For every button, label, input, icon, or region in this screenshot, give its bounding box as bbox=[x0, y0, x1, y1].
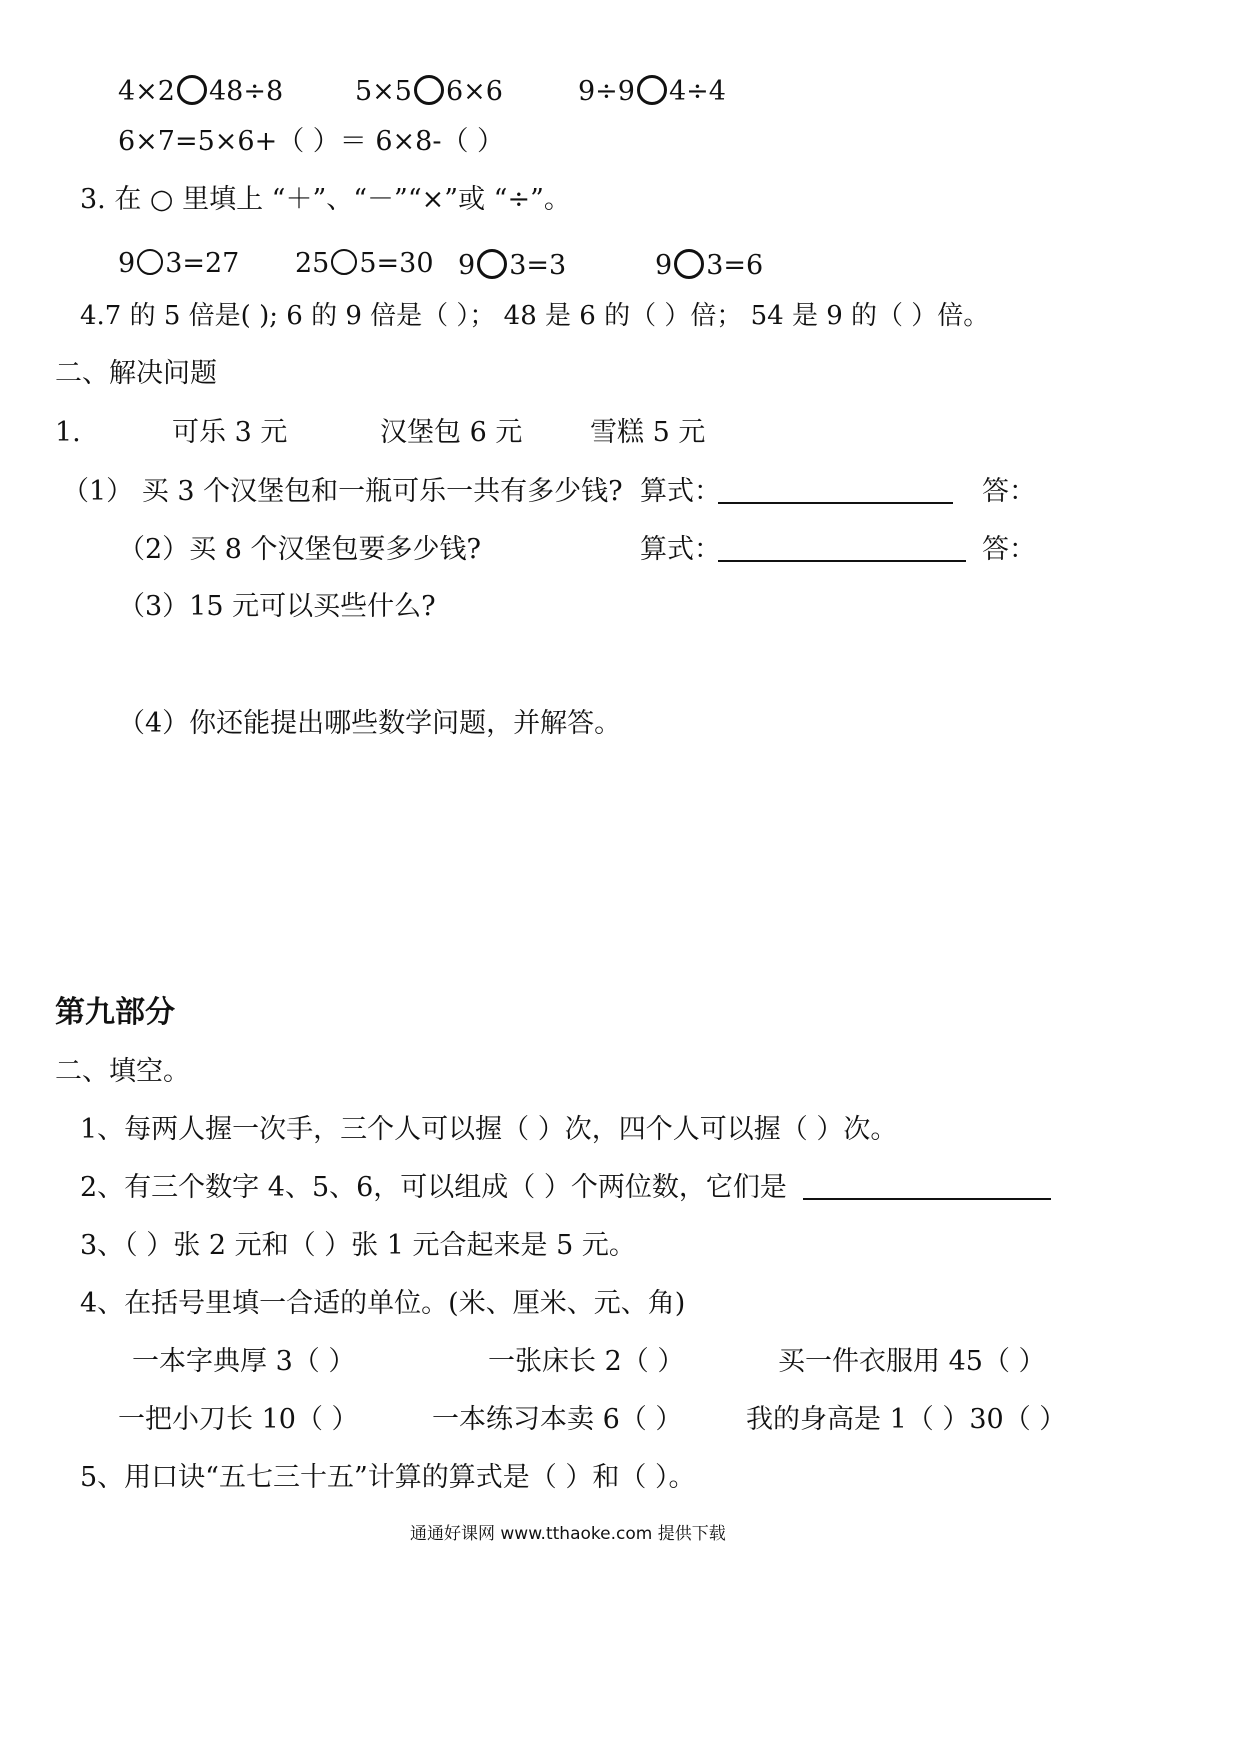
op-circle-b[interactable] bbox=[331, 249, 357, 275]
sub1-formula-label: 算式： bbox=[640, 476, 721, 507]
fill-item-3: 3、（ ）张 2 元和（ ）张 1 元合起来是 5 元。 bbox=[80, 1230, 636, 1261]
op-a-right: 3=27 bbox=[165, 248, 240, 279]
sub2-formula-blank[interactable] bbox=[718, 532, 966, 562]
sub2-question: （2）买 8 个汉堡包要多少钱? bbox=[118, 534, 481, 565]
op-b bbox=[295, 249, 434, 277]
op-circle-a[interactable] bbox=[137, 249, 163, 275]
sub2-formula-label: 算式： bbox=[640, 534, 721, 565]
compare-c-right: 4÷4 bbox=[668, 76, 726, 107]
op-c-left: 9 bbox=[458, 250, 476, 281]
compare-circle-b[interactable] bbox=[414, 75, 444, 105]
op-b-left: 25 bbox=[295, 248, 330, 279]
sub4-question: （4）你还能提出哪些数学问题，并解答。 bbox=[118, 708, 622, 739]
price-cola: 可乐 3 元 bbox=[172, 417, 288, 448]
price-icecream: 雪糕 5 元 bbox=[590, 417, 706, 448]
sub2-answer-label: 答： bbox=[982, 534, 1036, 565]
fill-item-1: 1、每两人握一次手，三个人可以握（ ）次，四个人可以握（ ）次。 bbox=[80, 1114, 898, 1145]
compare-circle-c[interactable] bbox=[637, 75, 667, 105]
op-a bbox=[118, 249, 239, 277]
unit-item-2: 一张床长 2（ ） bbox=[488, 1346, 685, 1377]
part9-title: 第九部分 bbox=[55, 995, 175, 1030]
fill-item-5: 5、用口诀“五七三十五”计算的算式是（ ）和（ ）。 bbox=[80, 1462, 696, 1493]
compare-a-left: 4×2 bbox=[118, 76, 175, 107]
q4-line: 4.7 的 5 倍是( ); 6 的 9 倍是（ ）； 48 是 6 的（ ）倍； 54 是 9 的（ ）倍。 bbox=[80, 301, 990, 331]
section2-title: 二、解决问题 bbox=[55, 358, 217, 389]
q3-title: 3. 在 ○ 里填上 “＋”、“－”“×”或 “÷”。 bbox=[80, 184, 571, 215]
fill-title: 二、填空。 bbox=[55, 1056, 190, 1087]
op-b-right: 5=30 bbox=[359, 248, 434, 279]
op-circle-d[interactable] bbox=[674, 249, 704, 279]
op-d-left: 9 bbox=[655, 250, 673, 281]
compare-row-c bbox=[578, 75, 726, 105]
unit-item-6: 我的身高是 1（ ）30（ ） bbox=[746, 1404, 1067, 1435]
price-burger: 汉堡包 6 元 bbox=[380, 417, 523, 448]
footer: 通通好课网 www.tthaoke.com 提供下载 bbox=[410, 1524, 726, 1544]
compare-row bbox=[118, 75, 283, 105]
sub1-question: （1） 买 3 个汉堡包和一瓶可乐一共有多少钱? bbox=[62, 476, 623, 507]
op-c-right: 3=3 bbox=[509, 250, 567, 281]
unit-item-4: 一把小刀长 10（ ） bbox=[118, 1404, 359, 1435]
op-d bbox=[655, 249, 763, 279]
unit-item-1: 一本字典厚 3（ ） bbox=[132, 1346, 356, 1377]
sub1-answer-label: 答： bbox=[982, 476, 1036, 507]
op-a-left: 9 bbox=[118, 248, 136, 279]
fill-item-2-blank[interactable] bbox=[803, 1170, 1051, 1200]
fill-item-4: 4、在括号里填一合适的单位。(米、厘米、元、角) bbox=[80, 1288, 686, 1319]
op-d-right: 3=6 bbox=[706, 250, 764, 281]
unit-item-5: 一本练习本卖 6（ ） bbox=[432, 1404, 683, 1435]
compare-row-b bbox=[355, 75, 503, 105]
compare-circle-a[interactable] bbox=[177, 75, 207, 105]
sub3-question: （3）15 元可以买些什么? bbox=[118, 591, 436, 622]
op-c bbox=[458, 249, 566, 279]
fill-item-2: 2、有三个数字 4、5、6，可以组成（ ）个两位数，它们是 bbox=[80, 1172, 787, 1203]
op-circle-c[interactable] bbox=[477, 249, 507, 279]
compare-b-right: 6×6 bbox=[445, 76, 503, 107]
equation-line: 6×7=5×6+（ ）＝ 6×8-（ ） bbox=[118, 126, 505, 157]
problem-number: 1. bbox=[55, 417, 81, 448]
sub1-formula-blank[interactable] bbox=[718, 474, 953, 504]
compare-b-left: 5×5 bbox=[355, 76, 412, 107]
compare-c-left: 9÷9 bbox=[578, 76, 635, 107]
compare-a-right: 48÷8 bbox=[208, 76, 284, 107]
unit-item-3: 买一件衣服用 45（ ） bbox=[778, 1346, 1046, 1377]
